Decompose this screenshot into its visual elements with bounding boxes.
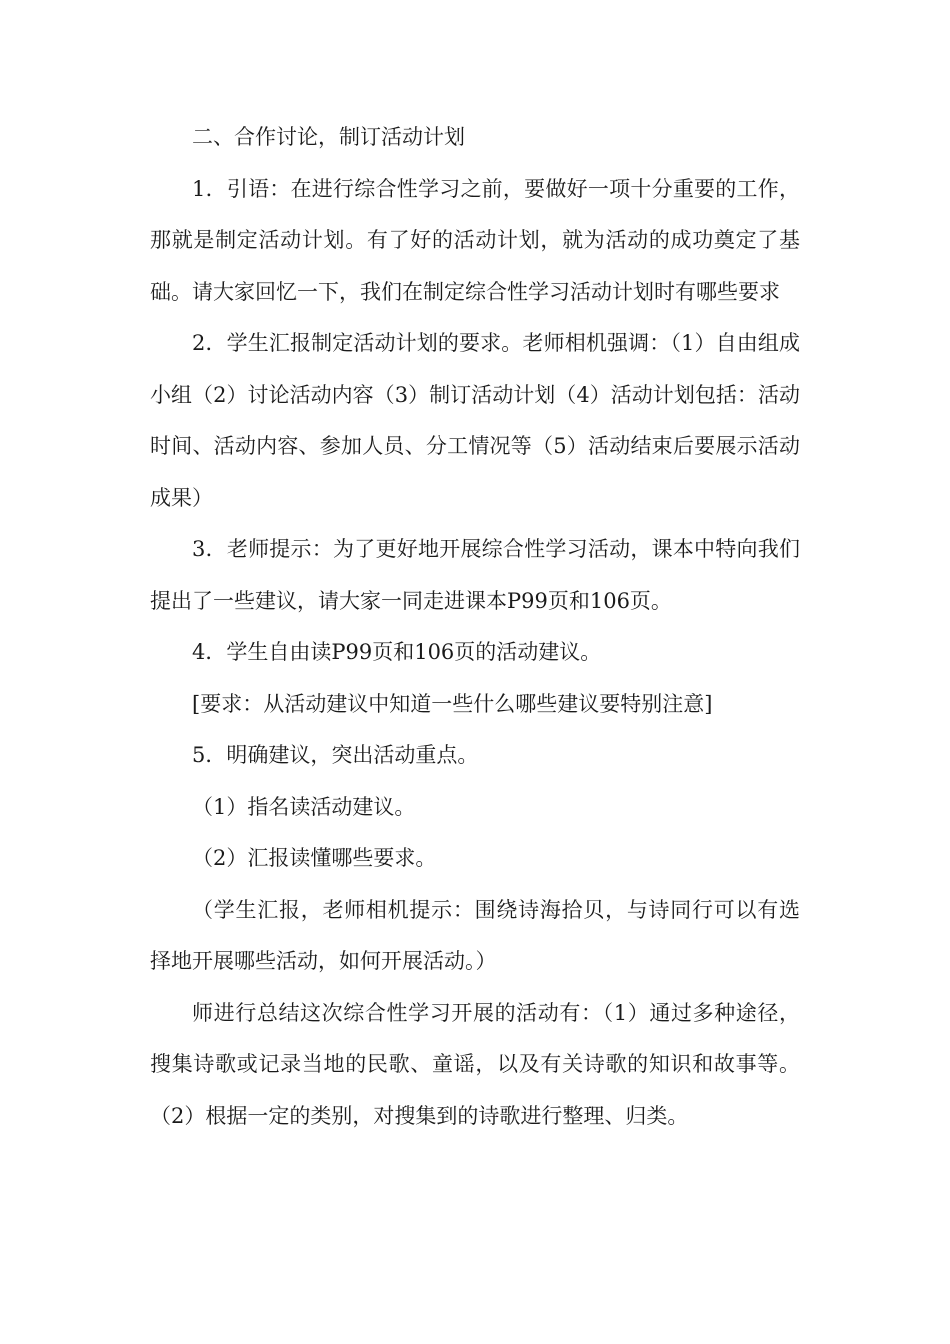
paragraph-requirement-note: [要求：从活动建议中知道一些什么哪些建议要特别注意] [192, 691, 713, 716]
paragraph-summary: 师进行总结这次综合性学习开展的活动有：（1）通过多种途径，搜集诗歌或记录当地的民歌、童谣，以及有关诗歌的知识和故事等。（2）根据一定的类别，对搜集到的诗歌进行整理、归类。 [150, 1000, 800, 1128]
paragraph-teacher-hint: 3．老师提示：为了更好地开展综合性学习活动，课本中特向我们提出了一些建议，请大家一同走进课本P99页和106页。 [150, 537, 800, 613]
paragraph-intro: 1．引语：在进行综合性学习之前，要做好一项十分重要的工作，那就是制定活动计划。有了好的活动计划，就为活动的成功奠定了基础。请大家回忆一下，我们在制定综合性学习活动计划时有哪些要求 [150, 176, 800, 304]
paragraph-plan-requirements: 2．学生汇报制定活动计划的要求。老师相机强调：（1）自由组成小组（2）讨论活动内容（3）制订活动计划（4）活动计划包括：活动时间、活动内容、参加人员、分工情况等（5）活动结束后要展示活动成果） [150, 331, 800, 510]
paragraph-student-report: （学生汇报，老师相机提示：围绕诗海拾贝，与诗同行可以有选择地开展哪些活动，如何开展活动。） [150, 897, 800, 973]
list-item-read-suggestions: （1）指名读活动建议。 [192, 794, 416, 819]
paragraph-clarify-suggestions: 5．明确建议，突出活动重点。 [192, 743, 479, 767]
section-heading: 二、合作讨论，制订活动计划 [192, 125, 465, 149]
paragraph-free-reading: 4．学生自由读P99页和106页的活动建议。 [192, 640, 602, 664]
list-item-report-requirements: （2）汇报读懂哪些要求。 [192, 846, 437, 870]
document-body [150, 112, 800, 1142]
